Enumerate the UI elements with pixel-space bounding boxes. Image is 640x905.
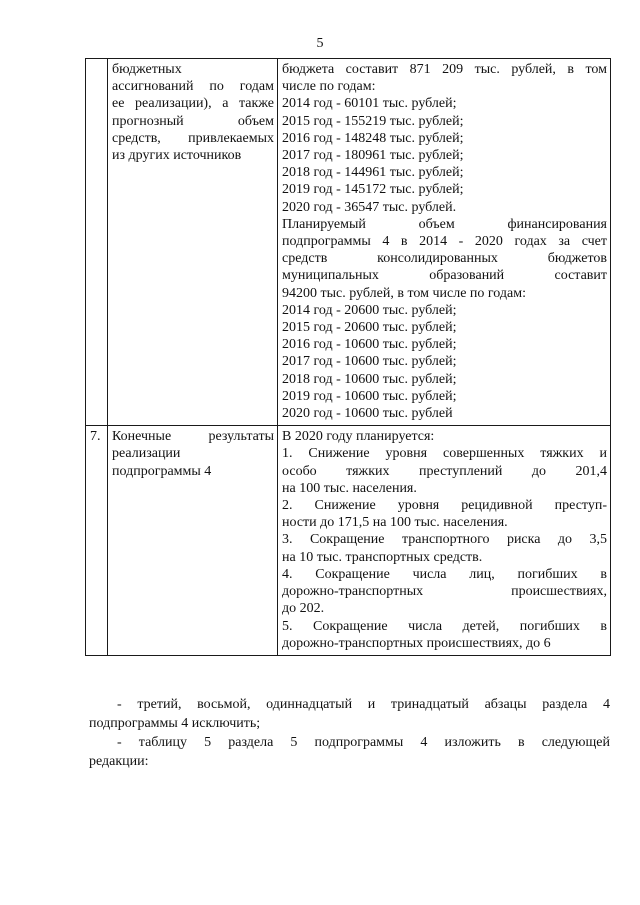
row-value-cell [278,426,611,656]
name-line: бюджетных [112,62,182,77]
value-line: 2020 год - 10600 тыс. рублей [282,406,453,422]
value-line: 2019 год - 145172 тыс. рублей; [282,182,464,198]
value-line: ности до 171,5 на 100 тыс. населения. [282,515,508,531]
value-line: дорожно-транспортных происшествиях, до 6 [282,635,551,651]
paragraph-line: - таблицу 5 раздела 5 подпрограммы 4 изложить в следующей [117,735,610,750]
value-line: 2020 год - 36547 тыс. рублей. [282,199,457,215]
amendment-paragraph-1 [89,695,610,733]
value-line: 2015 год - 155219 тыс. рублей; [282,113,464,129]
value-line: 2016 год - 148248 тыс. рублей; [282,130,464,146]
row-name-cell [108,59,278,426]
value-line: 2016 год - 10600 тыс. рублей; [282,337,457,353]
value-line: числе по годам: [282,79,376,95]
value-line: дорожно-транспортных происшествиях, [282,584,607,600]
name-line: средств, привлекаемых [112,130,274,146]
row-number-cell [86,59,108,426]
name-line: реализации [112,446,181,462]
value-line: 3. Сокращение транспортного риска до 3,5 [282,532,607,548]
value-line: 2015 год - 20600 тыс. рублей; [282,320,457,336]
name-line: прогнозный объем [112,113,274,129]
paragraph-line: редакции: [89,754,149,769]
value-line: В 2020 году планируется: [282,429,435,445]
value-line: на 10 тыс. транспортных средств. [282,549,483,565]
value-line: Планируемый объем финансирования [282,216,607,232]
value-line: муниципальных образований составит [282,268,607,284]
value-line: особо тяжких преступлений до 201,4 [282,463,607,479]
value-line: 5. Сокращение числа детей, погибших в [282,618,607,634]
name-line: ассигнований по годам [112,79,274,95]
row-name-cell [108,426,278,656]
value-line: 4. Сокращение числа лиц, погибших в [282,566,607,582]
name-line: из других источников [112,148,242,164]
table-row-funding [86,59,611,426]
paragraph-line: подпрограммы 4 исключить; [89,716,261,731]
name-line: Конечные результаты [112,429,274,445]
value-line: 94200 тыс. рублей, в том числе по годам: [282,285,526,301]
value-line: до 202. [282,601,325,617]
value-line: 2019 год - 10600 тыс. рублей; [282,388,457,404]
row-value-cell [278,59,611,426]
value-line: 1. Снижение уровня совершенных тяжких и [282,446,607,462]
name-line: ее реализации), а также [112,96,274,112]
subprogram-passport-table [85,58,611,656]
name-line: подпрограммы 4 [112,463,212,479]
value-line: средств консолидированных бюджетов [282,251,607,267]
value-line: 2017 год - 180961 тыс. рублей; [282,148,464,164]
amendment-paragraphs [89,695,610,771]
value-line: на 100 тыс. населения. [282,480,417,496]
row-number: 7. [90,429,101,445]
value-line: 2014 год - 20600 тыс. рублей; [282,302,457,318]
value-line: 2018 год - 144961 тыс. рублей; [282,165,464,181]
value-line: 2. Снижение уровня рецидивной преступ- [282,498,607,514]
paragraph-line: - третий, восьмой, одиннадцатый и тринадцатый абзацы раздела 4 [117,697,610,712]
value-line: подпрограммы 4 в 2014 - 2020 годах за счет [282,234,607,250]
value-line: 2018 год - 10600 тыс. рублей; [282,371,457,387]
row-number-cell [86,426,108,656]
value-line: 2014 год - 60101 тыс. рублей; [282,96,457,112]
amendment-paragraph-2 [89,733,610,771]
value-line: 2017 год - 10600 тыс. рублей; [282,354,457,370]
value-line: бюджета составит 871 209 тыс. рублей, в том [282,62,607,77]
page-number: 5 [316,36,324,51]
table-row-results [86,426,611,656]
